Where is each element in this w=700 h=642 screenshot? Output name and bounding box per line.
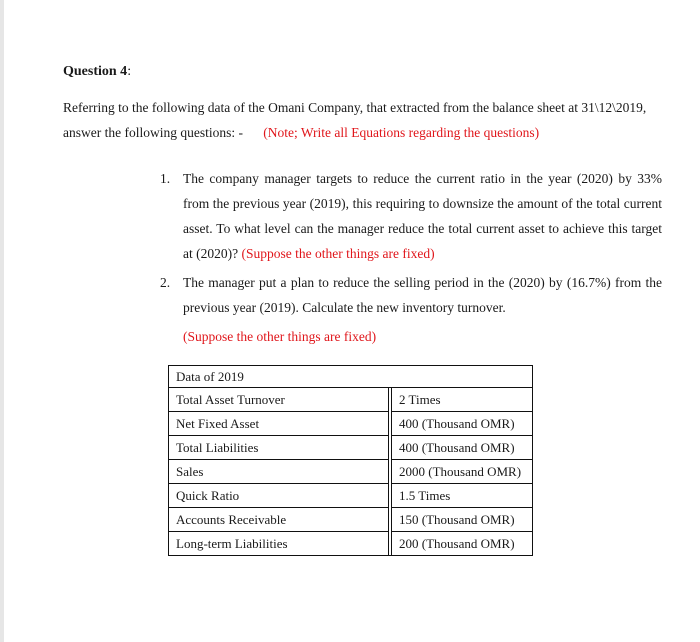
page-left-edge bbox=[0, 0, 4, 642]
table-header-row bbox=[169, 366, 533, 388]
table-row bbox=[169, 436, 533, 460]
table-row bbox=[169, 460, 533, 484]
table-cell-label: Net Fixed Asset bbox=[169, 412, 389, 436]
table-header: Data of 2019 bbox=[169, 366, 533, 388]
table-row bbox=[169, 532, 533, 556]
question-title-colon: : bbox=[127, 64, 132, 79]
question-title bbox=[63, 64, 131, 80]
question-title-text: Question 4 bbox=[63, 64, 128, 79]
list-item bbox=[150, 166, 662, 266]
data-table bbox=[168, 365, 533, 556]
question-list bbox=[150, 166, 662, 349]
table-row bbox=[169, 508, 533, 532]
table-cell-label: Long-term Liabilities bbox=[169, 532, 389, 556]
table-cell-label: Accounts Receivable bbox=[169, 508, 389, 532]
list-item bbox=[150, 270, 662, 349]
intro-paragraph bbox=[63, 95, 675, 145]
table-cell-value: 400 (Thousand OMR) bbox=[392, 436, 533, 460]
list-item-number: 1. bbox=[160, 171, 171, 186]
list-item-text: The company manager targets to reduce the current ratio in the year (2020) by 33% from the previous year (2019), this requiring to downsize the amount of the total current asset. To what level can the manager reduce the total current asset to achieve this target at (2020)? bbox=[183, 171, 662, 261]
table-cell-value: 2 Times bbox=[392, 388, 533, 412]
intro-text: Referring to the following data of the Omani Company, that extracted from the balance sheet at 31\12\2019, answer the following questions: - bbox=[63, 100, 647, 140]
list-item-note: (Suppose the other things are fixed) bbox=[241, 246, 435, 261]
table-row bbox=[169, 412, 533, 436]
table-cell-label: Sales bbox=[169, 460, 389, 484]
table-cell-value: 1.5 Times bbox=[392, 484, 533, 508]
table-cell-label: Total Liabilities bbox=[169, 436, 389, 460]
table-cell-label: Quick Ratio bbox=[169, 484, 389, 508]
list-item-number: 2. bbox=[160, 275, 171, 290]
table-row bbox=[169, 388, 533, 412]
table-cell-value: 150 (Thousand OMR) bbox=[392, 508, 533, 532]
list-item-note: (Suppose the other things are fixed) bbox=[183, 329, 377, 344]
table-row bbox=[169, 484, 533, 508]
table-cell-label: Total Asset Turnover bbox=[169, 388, 389, 412]
table-cell-value: 200 (Thousand OMR) bbox=[392, 532, 533, 556]
table-cell-value: 2000 (Thousand OMR) bbox=[392, 460, 533, 484]
list-item-text: The manager put a plan to reduce the selling period in the (2020) by (16.7%) from the previous year (2019). Calculate the new inventory turnover. bbox=[183, 275, 662, 315]
intro-note: (Note; Write all Equations regarding the questions) bbox=[263, 125, 540, 140]
table-cell-value: 400 (Thousand OMR) bbox=[392, 412, 533, 436]
